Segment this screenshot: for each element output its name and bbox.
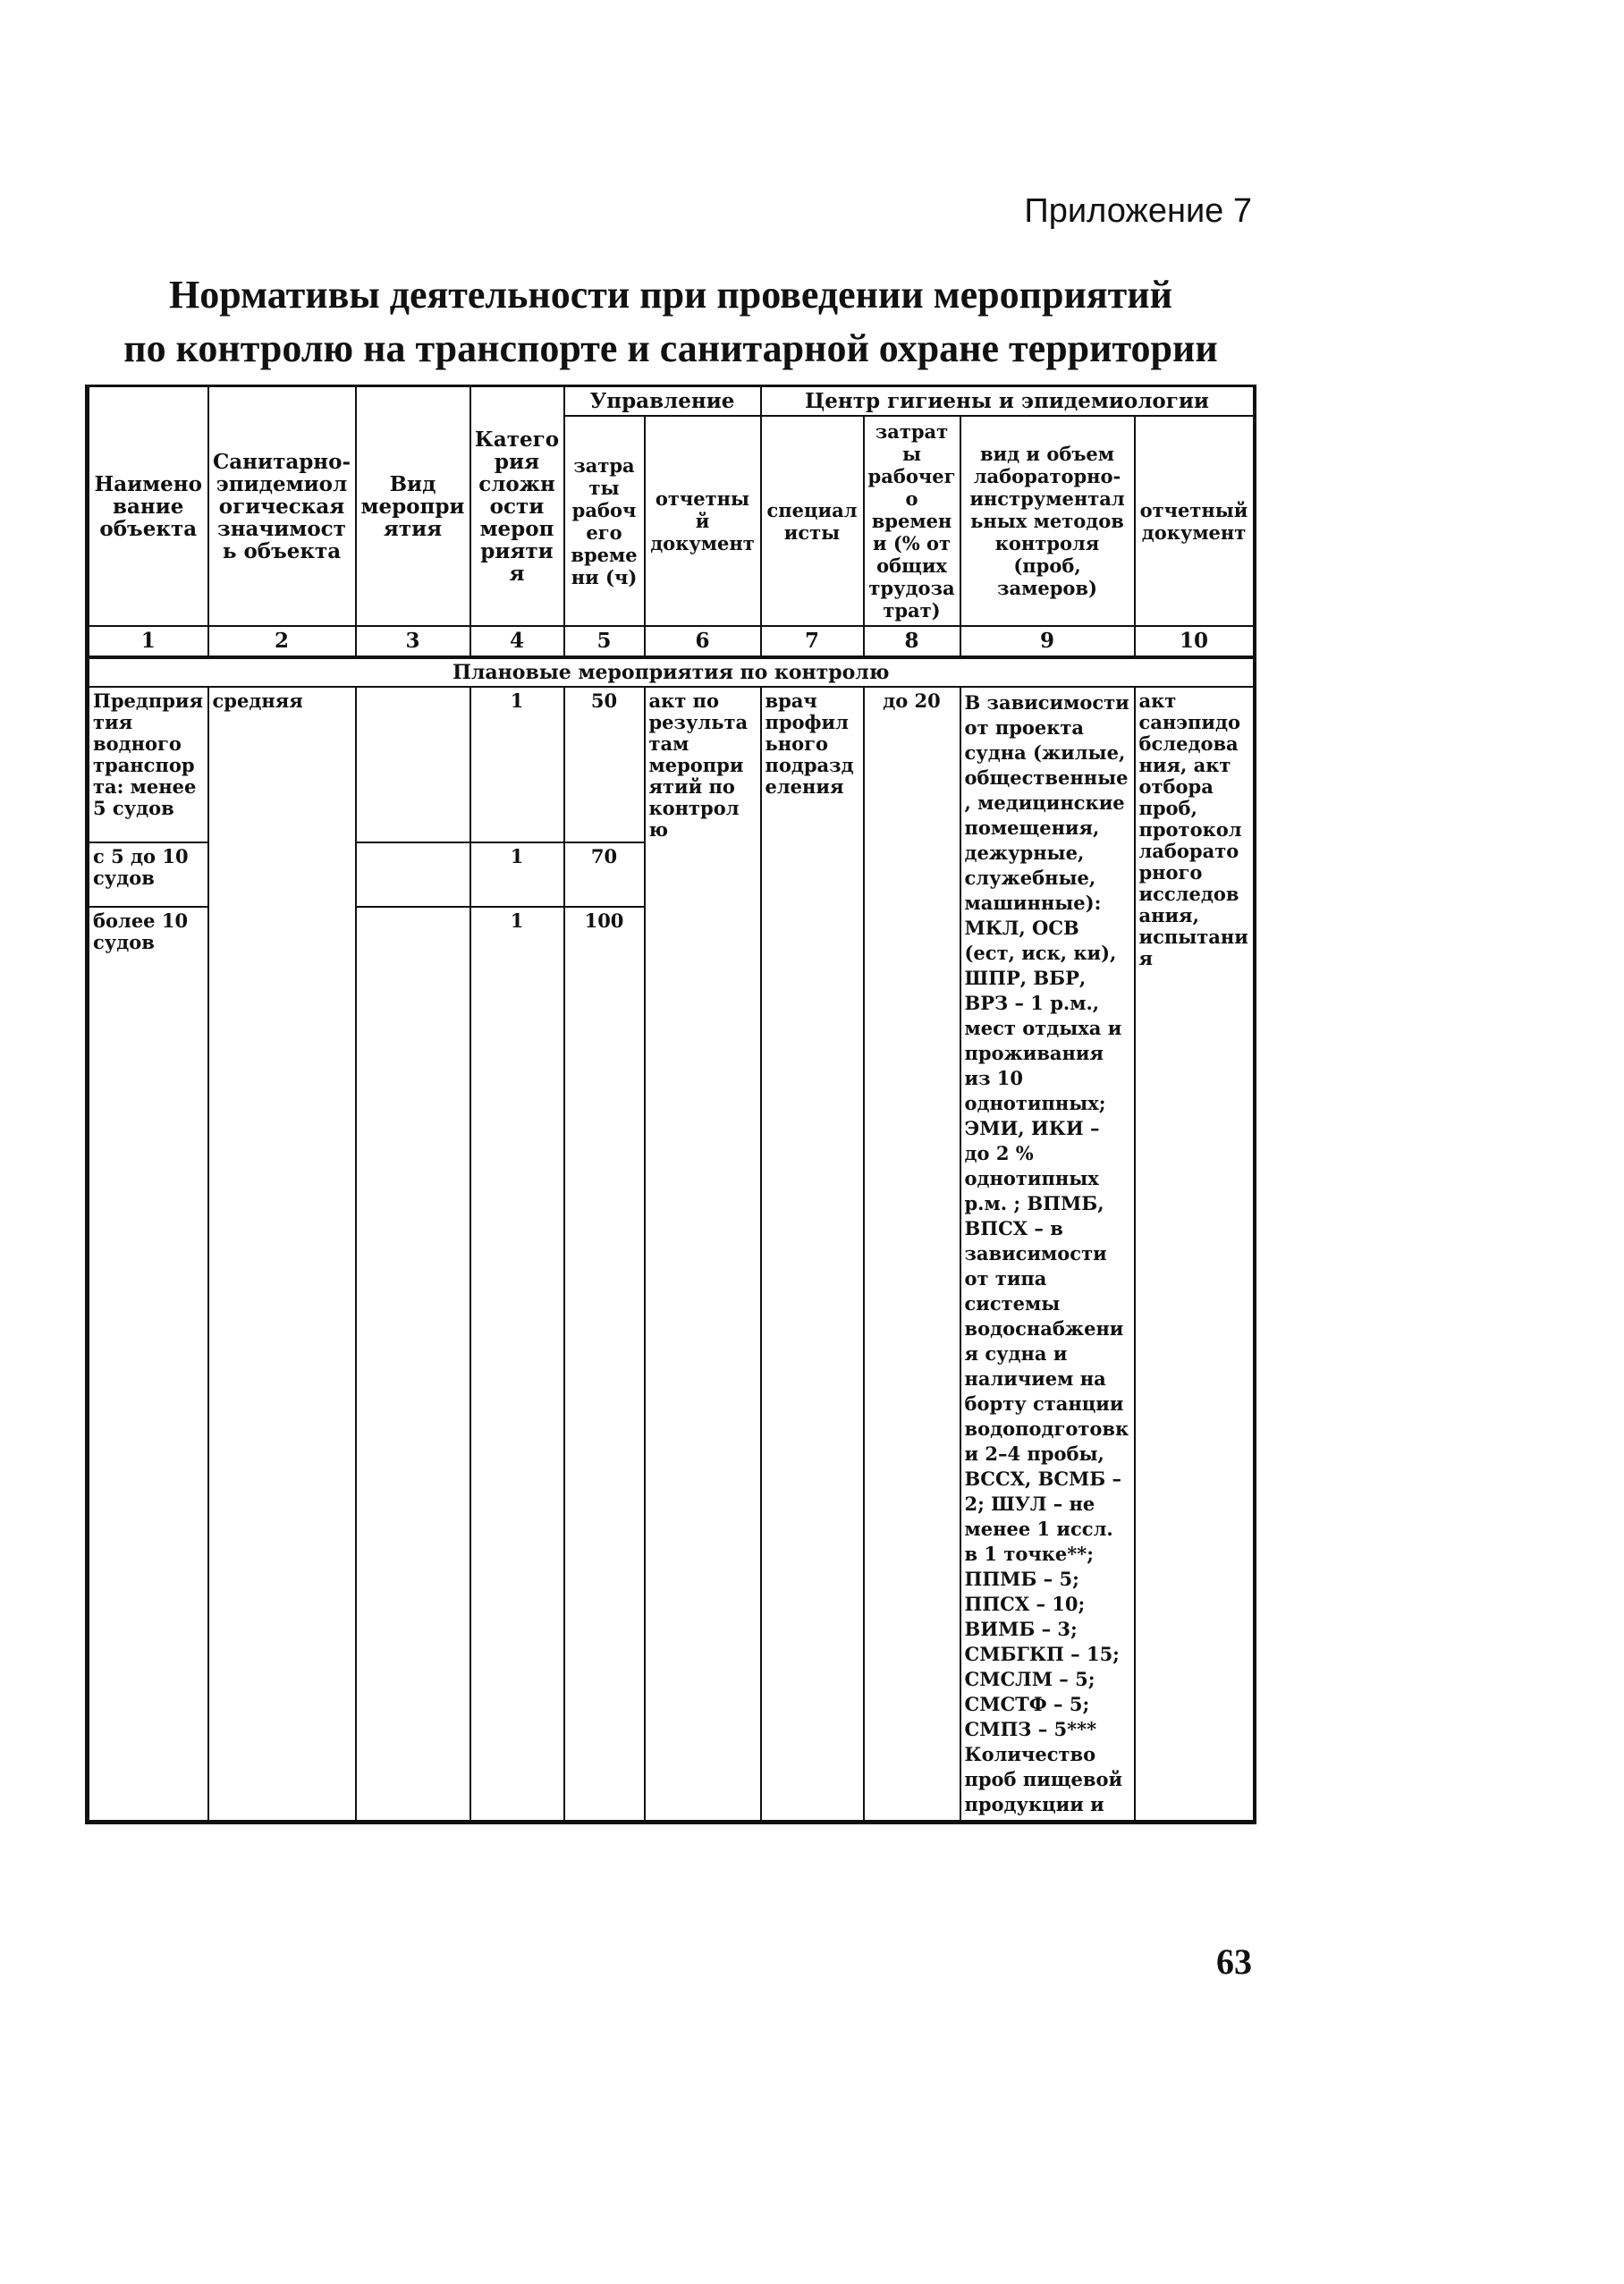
- lab-methods-cell: [960, 687, 1135, 1823]
- category-cell: 1: [470, 687, 564, 842]
- page-number: 63: [1216, 1941, 1252, 1982]
- lab-line: В зависимости от проекта судна (жилые, общественные, медицинские помещения, дежурные, служебные, машинные):: [964, 691, 1129, 914]
- lab-line: ППСХ – 10;: [964, 1593, 1086, 1615]
- planned-label: Плановые мероприятия по контролю: [88, 657, 1255, 687]
- hours-cell: 100: [564, 907, 645, 1823]
- lab-line: ШПР, ВБР, ВРЗ – 1 р.м., мест отдыха и проживания из 10 однотипных; ЭМИ, ИКИ – до 2 % однотипных р.м. ; ВПМБ, ВПСХ – в зависимости от типа системы водоснабжения судна и наличием на борту станции водоподготовки 2–4 пробы,: [964, 967, 1129, 1465]
- header-activity-type: Вид мероприятия: [356, 386, 470, 627]
- hours-cell: 50: [564, 687, 645, 842]
- header-final-doc: отчетный документ: [1135, 416, 1255, 626]
- category-cell: 1: [470, 907, 564, 1823]
- category-cell: 1: [470, 842, 564, 907]
- header-complexity: Категория сложности мероприятия: [470, 386, 564, 627]
- header-object-name: Наименование объекта: [88, 386, 208, 627]
- title-line-2: по контролю на транспорте и санитарной охране территории: [123, 326, 1218, 370]
- header-management: Управление: [564, 386, 761, 417]
- title-line-1: Нормативы деятельности при проведении мероприятий: [169, 273, 1172, 317]
- col-num: 9: [960, 626, 1135, 657]
- lab-line: ВИМБ – 3;: [964, 1618, 1078, 1640]
- col-num: 8: [864, 626, 960, 657]
- lab-line: СМСЛМ – 5;: [964, 1668, 1095, 1690]
- activity-cell: [356, 842, 470, 907]
- object-name-cell: с 5 до 10 судов: [88, 842, 208, 907]
- header-specialists: специалисты: [761, 416, 864, 626]
- time-percent-cell: до 20: [864, 687, 960, 1823]
- col-num: 10: [1135, 626, 1255, 657]
- specialists-cell: врач профильного подразделения: [761, 687, 864, 1823]
- lab-line: СМБГКП – 15;: [964, 1643, 1120, 1665]
- appendix-label: Приложение 7: [1024, 192, 1252, 230]
- header-group-row: [88, 386, 1255, 417]
- report-doc-cell: акт по результатам мероприятий по контролю: [645, 687, 761, 1823]
- lab-line: ВССХ, ВСМБ – 2; ШУЛ – не менее 1 иссл. в 1 точке**;: [964, 1468, 1122, 1565]
- table-row: [88, 687, 1255, 842]
- header-lab-methods: вид и объем лабораторно-инструментальных методов контроля (проб, замеров): [960, 416, 1135, 626]
- lab-line: СМСТФ – 5;: [964, 1693, 1090, 1715]
- col-num: 7: [761, 626, 864, 657]
- significance-cell: средняя: [208, 687, 356, 1823]
- document-title: [89, 268, 1252, 376]
- col-num: 4: [470, 626, 564, 657]
- activity-cell: [356, 907, 470, 1823]
- lab-line: Количество проб пищевой продукции и: [964, 1743, 1123, 1815]
- header-center: Центр гигиены и эпидемиологии: [761, 386, 1255, 417]
- lab-line: ППМБ – 5;: [964, 1568, 1079, 1590]
- header-work-time-hours: затраты рабочего времени (ч): [564, 416, 645, 626]
- lab-line: МКЛ, ОСВ (ест, иск, ки),: [964, 917, 1117, 964]
- col-num: 5: [564, 626, 645, 657]
- col-num: 1: [88, 626, 208, 657]
- col-num: 2: [208, 626, 356, 657]
- hours-cell: 70: [564, 842, 645, 907]
- col-num: 3: [356, 626, 470, 657]
- object-name-cell: Предприятия водного транспорта: менее 5 судов: [88, 687, 208, 842]
- header-report-doc: отчетный документ: [645, 416, 761, 626]
- planned-row: [88, 657, 1255, 687]
- activity-cell: [356, 687, 470, 842]
- column-numbers-row: [88, 626, 1255, 657]
- object-name-cell: более 10 судов: [88, 907, 208, 1823]
- norms-table: [85, 385, 1256, 1824]
- header-significance: Санитарно-эпидемиологическая значимость объекта: [208, 386, 356, 627]
- lab-line: СМПЗ – 5***: [964, 1718, 1097, 1740]
- final-doc-cell: акт санэпидобследования, акт отбора проб, протокол лабораторного исследования, испытания: [1135, 687, 1255, 1823]
- col-num: 6: [645, 626, 761, 657]
- header-work-time-percent: затраты рабочего времени (% от общих трудозатрат): [864, 416, 960, 626]
